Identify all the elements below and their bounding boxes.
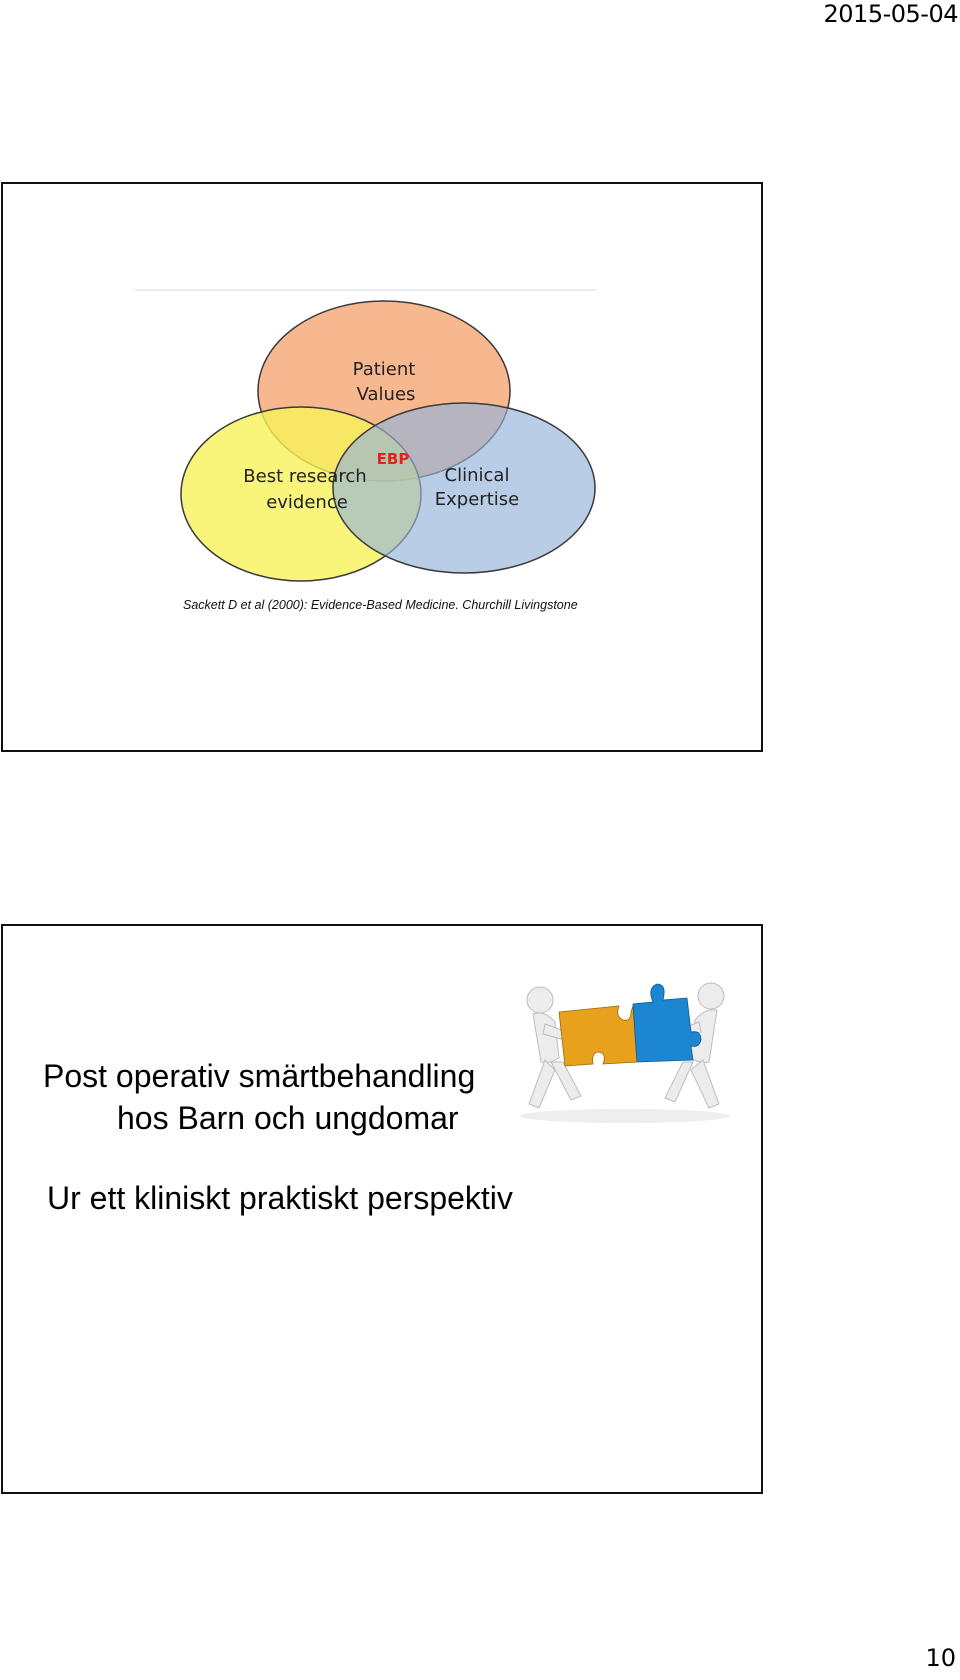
label-ebp: EBP — [376, 450, 410, 468]
slide-title — [1, 924, 763, 1494]
label-patient-line2: Values — [356, 384, 416, 405]
page-number: 10 — [925, 1644, 956, 1672]
slide-ebp-venn — [1, 182, 763, 752]
label-research-line1: Best research — [243, 466, 367, 487]
slide-title-line1: Post operativ smärtbehandling — [43, 1058, 476, 1094]
venn-circle-clinical-expertise — [333, 403, 595, 573]
label-clinical-line1: Clinical — [444, 465, 510, 486]
citation: Sackett D et al (2000): Evidence-Based Medicine. Churchill Livingstone — [183, 598, 578, 612]
label-patient-line1: Patient — [352, 359, 416, 380]
slide-title-line2: hos Barn och ungdomar — [117, 1100, 459, 1136]
venn-diagram — [3, 184, 761, 750]
label-clinical-line2: Expertise — [434, 489, 520, 510]
puzzle-people-icon — [515, 966, 745, 1126]
label-research-line2: evidence — [266, 492, 348, 513]
header-date: 2015-05-04 — [823, 0, 958, 28]
slide-subtitle: Ur ett kliniskt praktiskt perspektiv — [47, 1180, 513, 1216]
